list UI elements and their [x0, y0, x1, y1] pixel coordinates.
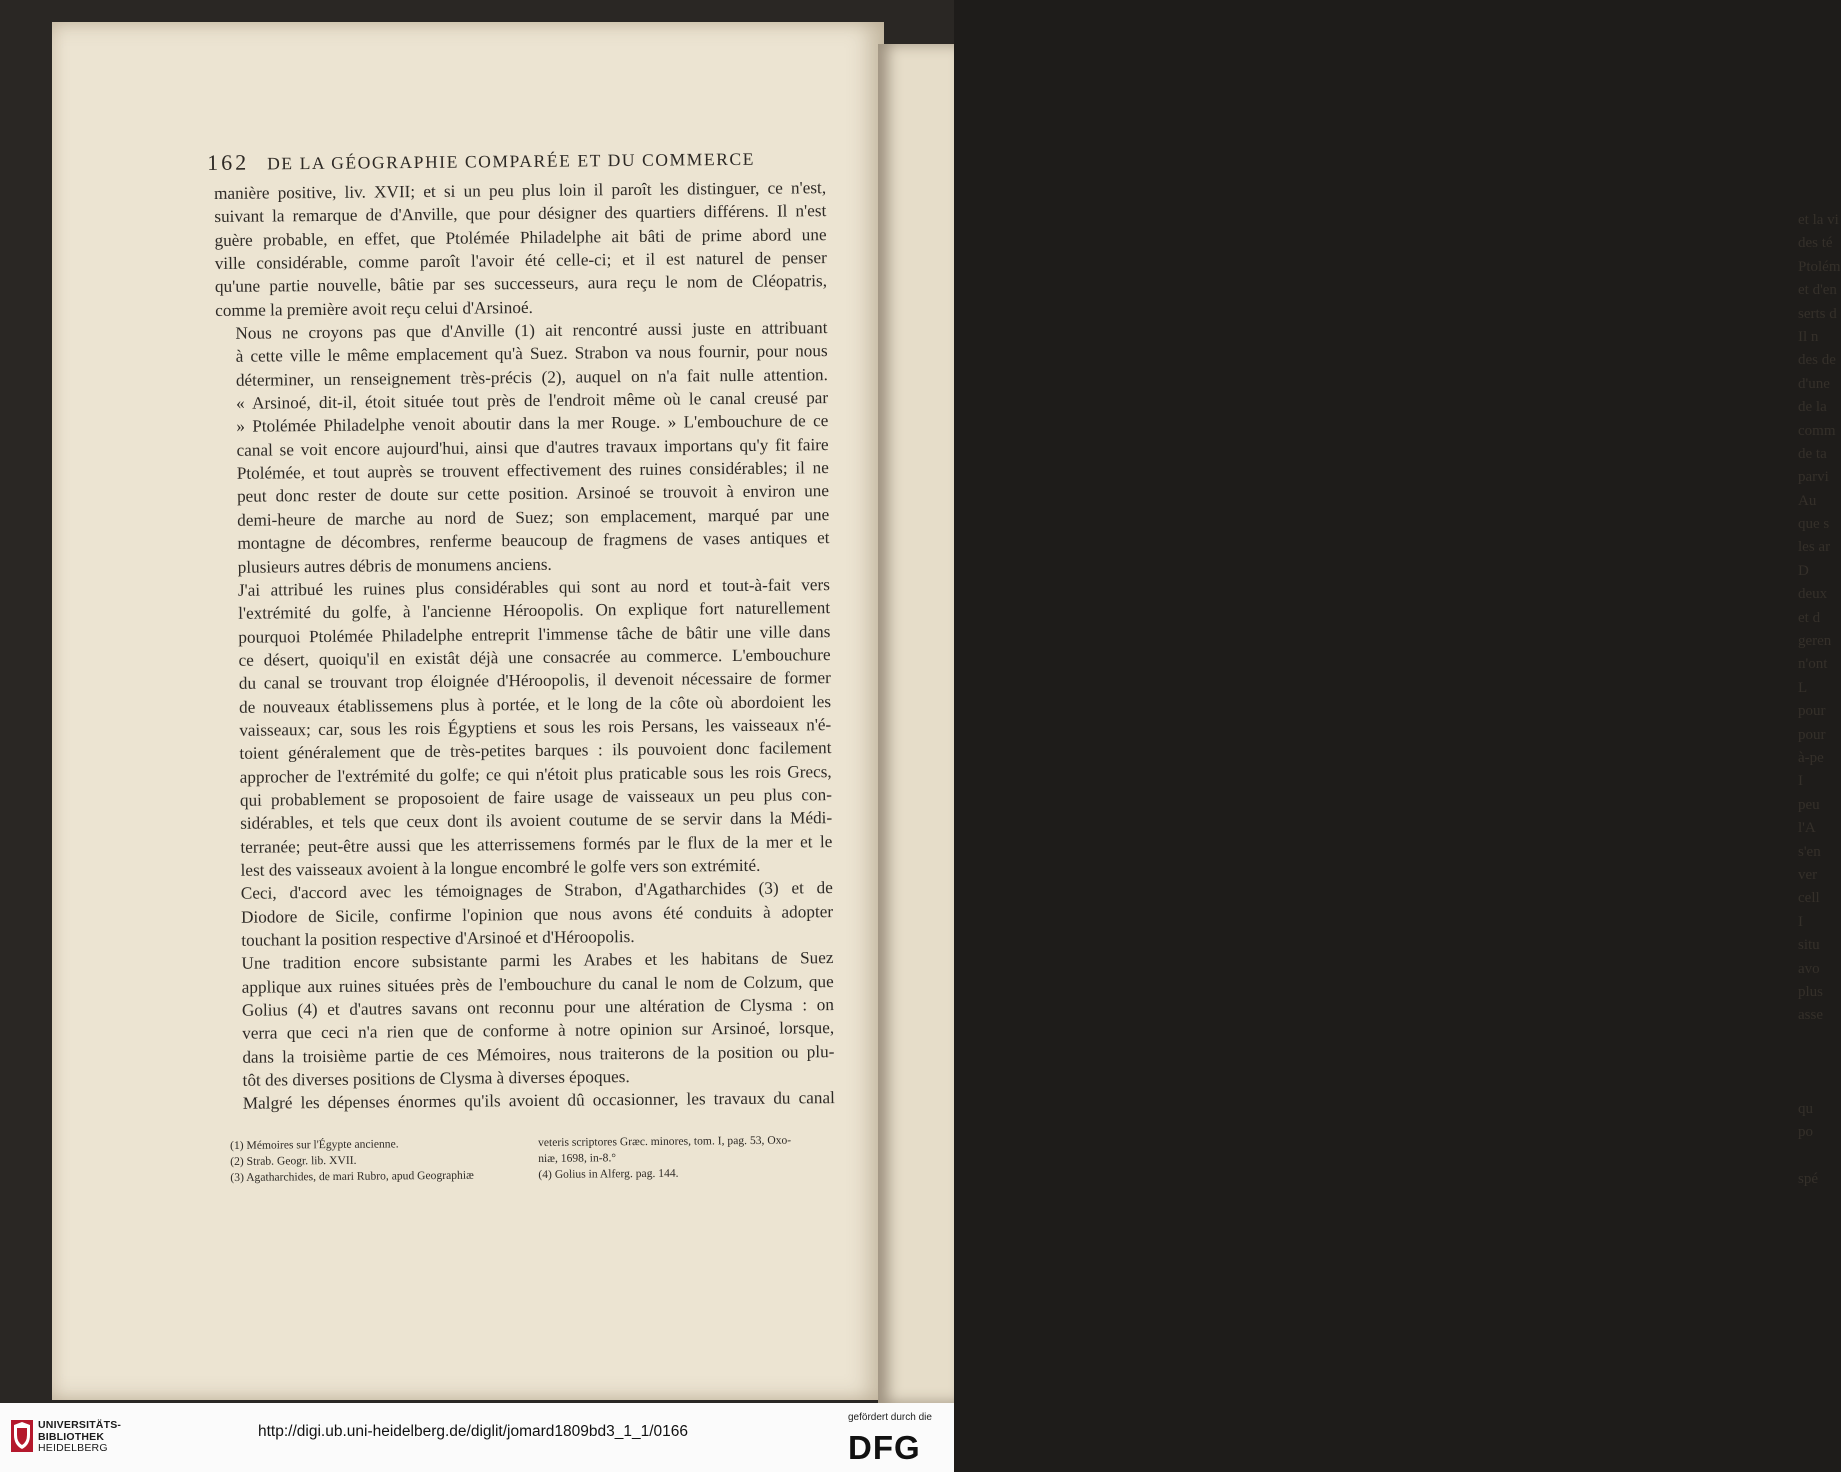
margin-fragment: d'une — [1798, 375, 1830, 392]
margin-fragment: pour — [1798, 703, 1826, 720]
text-line: toient généralement que de très-petites barques : ils pouvoient donc facilement — [239, 738, 832, 764]
text-line: approcher de l'extrémité du golfe; ce qui n'étoit plus praticable sous les rois Grecs, — [239, 761, 832, 787]
margin-fragment: Il n — [1798, 328, 1819, 345]
text-line: vaisseaux; car, sous les rois Égyptiens et sous les rois Persans, les vaisseaux n'é- — [239, 715, 832, 740]
viewer-footer — [0, 1403, 954, 1472]
facing-page-edge — [878, 44, 1841, 1403]
paragraph-5 — [221, 946, 834, 1092]
margin-fragment: spé — [1798, 1171, 1818, 1188]
permalink-url[interactable]: http://digi.ub.uni-heidelberg.de/diglit/jomard1809bd3_1_1/0166 — [258, 1423, 689, 1440]
footnotes-left-column — [230, 1135, 530, 1186]
margin-fragment: s'en — [1798, 843, 1821, 860]
text-line: Ptolémée, et tout auprès se trouvent effectivement des ruines considérables; il ne — [236, 458, 829, 483]
text-line: pourquoi Ptolémée Philadelphe entreprit l'immense tâche de bâtir une ville dans — [238, 621, 831, 647]
body-text — [214, 176, 835, 1116]
margin-fragment: comm — [1798, 422, 1836, 439]
text-line: à cette ville le même emplacement qu'à Suez. Strabon va nous fournir, pour nous — [235, 341, 828, 367]
text-line: lest des vaisseaux avoient à la longue encombré le golfe vers son extrémité. — [240, 855, 761, 880]
margin-fragment: D — [1798, 562, 1809, 579]
facing-page-fragments — [1798, 209, 1841, 1191]
text-line: l'extrémité du golfe, à l'ancienne Héroopolis. On explique fort naturellement — [238, 598, 831, 623]
text-line: qui probablement se proposoient de faire usage de vaisseaux un peu plus con- — [239, 785, 832, 810]
uni-name-line-2: BIBLIOTHEK — [38, 1430, 105, 1443]
margin-fragment: asse — [1798, 1007, 1823, 1024]
page-number: 162 — [207, 149, 250, 175]
text-line: peut donc rester de doute sur cette position. Arsinoé se trouvoit à environ une — [236, 481, 830, 507]
margin-fragment: I — [1798, 913, 1803, 930]
footnote-line: veteris scriptores Græc. minores, tom. I, pag. 53, Oxo- — [537, 1133, 792, 1150]
funding-caption: gefördert durch die — [848, 1412, 932, 1423]
margin-fragment — [1798, 1028, 1838, 1051]
text-line: « Arsinoé, dit-il, étoit située tout près de l'endroit même où le canal creusé par — [236, 388, 829, 413]
text-line: déterminer, un renseignement très-précis (2), auquel on n'a fait nulle attention. — [235, 364, 828, 390]
text-line: manière positive, liv. XVII; et si un peu plus loin il paroît les distinguer, ce n'est, — [214, 178, 827, 203]
text-line: Diodore de Sicile, confirme l'opinion que nous avons été conduits à adopter — [240, 901, 834, 927]
paragraph-4 — [221, 876, 834, 952]
margin-fragment: ver — [1798, 866, 1818, 883]
margin-fragment: que s — [1798, 516, 1830, 533]
paragraph-1 — [214, 176, 827, 322]
text-line: Golius (4) et d'autres savans ont reconnu pour une altération de Clysma : on — [241, 995, 835, 1020]
margin-fragment: de ta — [1798, 445, 1827, 462]
margin-fragment — [1798, 1051, 1838, 1074]
text-line: de nouveaux établissemens plus à portée, et le long de la côte où abordoient les — [238, 691, 832, 717]
margin-fragment: cell — [1798, 890, 1820, 907]
university-seal-icon — [10, 1419, 34, 1453]
running-head: DE LA GÉOGRAPHIE COMPARÉE ET DU COMMERCE — [267, 148, 756, 174]
text-line: montagne de décombres, renferme beaucoup de fragmens de vases antiques et — [237, 528, 830, 553]
uni-name-line-3: HEIDELBERG — [38, 1442, 108, 1454]
text-line: Ceci, d'accord avec les témoignages de Strabon, d'Agatharchides (3) et de — [240, 878, 833, 904]
footnote-line: (3) Agatharchides, de mari Rubro, apud Geographiæ — [230, 1168, 474, 1184]
margin-fragment: pour — [1798, 726, 1826, 743]
text-line: demi-heure de marche au nord de Suez; son emplacement, marqué par une — [237, 504, 830, 530]
footnote-line: (2) Strab. Geogr. lib. XVII. — [230, 1153, 357, 1168]
uni-name-line-1: UNIVERSITÄTS- — [38, 1419, 122, 1431]
margin-fragment: et d — [1798, 609, 1821, 626]
margin-fragment: Au — [1798, 492, 1817, 509]
margin-fragment: l'A — [1798, 820, 1816, 837]
margin-fragment: po — [1798, 1124, 1813, 1141]
margin-fragment: n'ont — [1798, 656, 1828, 673]
text-line: sidérables, et tels que ceux dont ils avoient coutume de se servir dans la Médi- — [240, 808, 833, 834]
text-line: J'ai attribué les ruines plus considérables qui sont au nord et tout-à-fait vers — [237, 574, 830, 600]
text-line: suivant la remarque de d'Anville, que pour désigner des quartiers différens. Il n'est — [214, 201, 827, 227]
footnote-line: niæ, 1698, in-8.° — [538, 1151, 617, 1166]
margin-fragment: deux — [1798, 586, 1828, 603]
margin-fragment: peu — [1798, 796, 1820, 813]
margin-fragment: à-pe — [1798, 749, 1824, 766]
margin-fragment: avo — [1798, 960, 1820, 977]
margin-fragment: Ptolém — [1798, 258, 1841, 275]
margin-fragment: et d'en — [1798, 282, 1837, 299]
margin-fragment: plus — [1798, 983, 1824, 1000]
margin-fragment: qu — [1798, 1100, 1813, 1117]
text-line: terranée; peut-être aussi que les atterrissemens formés par le flux de la mer et le — [240, 831, 833, 857]
text-line: applique aux ruines situées près de l'embouchure du canal le nom de Colzum, que — [241, 971, 834, 997]
footnote-line: (4) Golius in Alferg. pag. 144. — [538, 1166, 679, 1182]
text-line: guère probable, en effet, que Ptolémée Philadelphe ait bâti de prime abord une — [214, 224, 827, 250]
text-line: tôt des diverses positions de Clysma à diverses époques. — [242, 1067, 630, 1090]
margin-fragment: des de — [1798, 352, 1836, 369]
text-line: canal se voit encore aujourd'hui, ainsi que d'autres travaux importans qu'y fit faire — [236, 434, 829, 460]
text-line: dans la troisième partie de ces Mémoires, nous traiterons de la position ou plu- — [242, 1041, 835, 1067]
text-line: Une tradition encore subsistante parmi les Arabes et les habitans de Suez — [241, 948, 834, 974]
dfg-logo: DFG — [848, 1429, 921, 1466]
margin-fragment: et la vi — [1798, 212, 1839, 228]
text-line: ce désert, quoiqu'il en existât déjà une consacrée au commerce. L'embouchure — [238, 644, 831, 670]
margin-fragment: situ — [1798, 937, 1820, 954]
margin-fragment: de la — [1798, 399, 1827, 416]
margin-fragment: les ar — [1798, 539, 1831, 556]
footnotes-right-column — [538, 1132, 838, 1183]
text-line: ville considérable, comme paroît l'avoir été celle-ci; et il est naturel de penser — [214, 248, 827, 274]
text-line: comme la première avoit reçu celui d'Arsinoé. — [215, 297, 533, 320]
margin-fragment: geren — [1798, 633, 1832, 650]
margin-fragment: des té — [1798, 235, 1833, 252]
text-line: plusieurs autres débris de monumens anciens. — [237, 554, 552, 577]
paragraph-2 — [215, 316, 829, 579]
text-line: qu'une partie nouvelle, bâtie par ses successeurs, aura reçu le nom de Cléopatris, — [214, 271, 828, 297]
text-line: du canal se trouvant trop éloignée d'Héroopolis, il devenoit nécessaire de former — [238, 668, 831, 694]
text-line: touchant la position respective d'Arsinoé et d'Héroopolis. — [241, 926, 635, 950]
text-line: Malgré les dépenses énormes qu'ils avoient dû occasionner, les travaux du canal — [242, 1088, 835, 1114]
margin-fragment: serts d — [1798, 305, 1837, 322]
footnote-line: (1) Mémoires sur l'Égypte ancienne. — [230, 1137, 399, 1152]
margin-fragment: L — [1798, 679, 1808, 696]
margin-fragment: parvi — [1798, 469, 1829, 486]
margin-fragment — [1798, 1074, 1838, 1097]
margin-fragment — [1798, 1145, 1838, 1168]
text-line: verra que ceci n'a rien que de conforme à notre opinion sur Arsinoé, lorsque, — [242, 1018, 835, 1044]
paragraph-3 — [218, 573, 833, 882]
text-line: » Ptolémée Philadelphe venoit aboutir dans la mer Rouge. » L'embouchure de ce — [236, 411, 829, 437]
text-line: Nous ne croyons pas que d'Anville (1) ait rencontré aussi juste en attribuant — [235, 318, 828, 343]
page-header — [207, 145, 767, 176]
university-library-name — [38, 1420, 121, 1455]
margin-fragment: I — [1798, 773, 1803, 790]
